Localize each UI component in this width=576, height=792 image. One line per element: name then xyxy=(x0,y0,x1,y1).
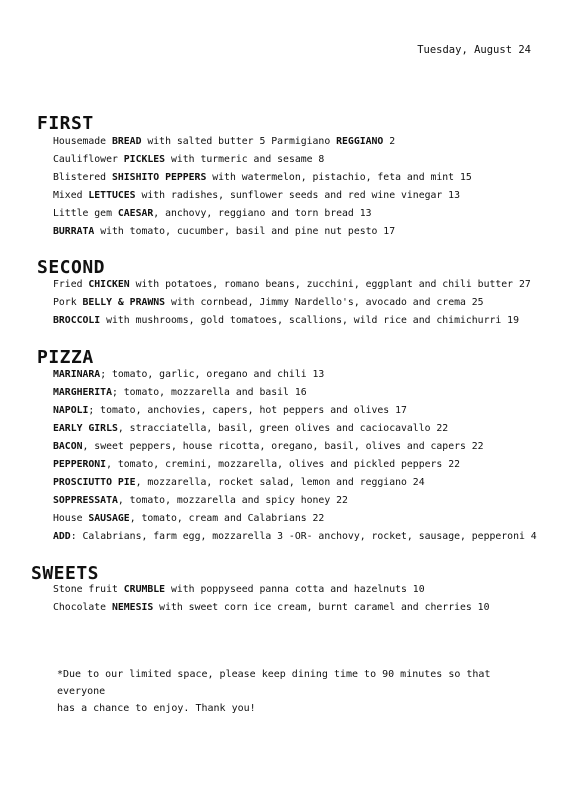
menu-item-text: House xyxy=(53,513,89,524)
menu-item-name: BROCCOLI xyxy=(53,315,101,326)
menu-item-text: , mozzarella, rocket salad, lemon and reggiano 24 xyxy=(135,477,425,488)
menu-item xyxy=(53,581,553,599)
menu-date: Tuesday, August 24 xyxy=(417,44,531,56)
menu-item xyxy=(53,312,553,330)
menu-item-name: ADD xyxy=(53,531,71,542)
menu-item-name: EARLY GIRLS xyxy=(53,423,118,434)
menu-item-text: with salted butter 5 Parmigiano xyxy=(141,136,337,147)
menu-item-text: with poppyseed panna cotta and hazelnuts 10 xyxy=(165,584,425,595)
menu-item xyxy=(53,599,553,617)
menu-item-text: with sweet corn ice cream, burnt caramel and cherries 10 xyxy=(153,602,490,613)
menu-item-name: PROSCIUTTO PIE xyxy=(53,477,136,488)
menu-item-text: , anchovy, reggiano and torn bread 13 xyxy=(153,208,372,219)
note-line: has a chance to enjoy. Thank you! xyxy=(57,703,256,714)
menu-item-name: MARINARA xyxy=(53,369,101,380)
menu-item-text: , stracciatella, basil, green olives and caciocavallo 22 xyxy=(117,423,449,434)
menu-item-name: BELLY & PRAWNS xyxy=(82,297,166,308)
menu-item xyxy=(53,420,553,438)
menu-item-name: BREAD xyxy=(111,136,142,147)
menu-item-name: SAUSAGE xyxy=(88,513,130,524)
menu-item-text: with mushrooms, gold tomatoes, scallions, wild rice and chimichurri 19 xyxy=(100,315,519,326)
menu-item xyxy=(53,169,553,187)
menu-item-name: NEMESIS xyxy=(111,602,154,613)
section-title: SWEETS xyxy=(31,563,100,584)
menu-item xyxy=(53,510,553,528)
note-line: *Due to our limited space, please keep dining time to 90 minutes so that everyone xyxy=(57,669,491,697)
menu-item-name: CRUMBLE xyxy=(123,584,166,595)
menu-item-text: Little gem xyxy=(53,208,118,219)
item-list xyxy=(53,133,553,241)
menu-item xyxy=(53,276,553,294)
menu-item-text: ; tomato, anchovies, capers, hot peppers and olives 17 xyxy=(88,405,407,416)
menu-item xyxy=(53,528,553,546)
menu-item xyxy=(53,402,553,420)
menu-item-text: with radishes, sunflower seeds and red wine vinegar 13 xyxy=(135,190,460,201)
menu-item-name: CAESAR xyxy=(117,208,154,219)
menu-item xyxy=(53,366,553,384)
menu-item-name: BURRATA xyxy=(53,226,95,237)
menu-item-text: ; tomato, garlic, oregano and chili 13 xyxy=(100,369,325,380)
menu-item-text: , tomato, cremini, mozzarella, olives and pickled peppers 22 xyxy=(106,459,460,470)
menu-item-name: SOPPRESSATA xyxy=(53,495,118,506)
menu-item-text: with watermelon, pistachio, feta and mint 15 xyxy=(206,172,472,183)
menu-item-text: with potatoes, romano beans, zucchini, eggplant and chili butter 27 xyxy=(129,279,531,290)
menu-item-text: Fried xyxy=(53,279,89,290)
menu-item xyxy=(53,474,553,492)
menu-item-name: BACON xyxy=(53,441,83,452)
menu-item xyxy=(53,456,553,474)
menu-item-text: 2 xyxy=(383,136,396,147)
section-title: PIZZA xyxy=(37,347,94,368)
menu-item-text: Housemade xyxy=(53,136,112,147)
section-title: FIRST xyxy=(37,113,94,134)
menu-item-name: MARGHERITA xyxy=(53,387,112,398)
menu-item-name: CHICKEN xyxy=(88,279,130,290)
menu-item-text: Pork xyxy=(53,297,83,308)
menu-item xyxy=(53,384,553,402)
menu-item xyxy=(53,294,553,312)
item-list xyxy=(53,366,553,546)
menu-item-name: REGGIANO xyxy=(336,136,384,147)
menu-item-text: Stone fruit xyxy=(53,584,124,595)
menu-item-name: SHISHITO PEPPERS xyxy=(111,172,207,183)
menu-item xyxy=(53,133,553,151)
menu-item xyxy=(53,223,553,241)
menu-item-text: : Calabrians, farm egg, mozzarella 3 -OR- anchovy, rocket, sausage, pepperoni 4 xyxy=(70,531,537,542)
menu-item-text: Blistered xyxy=(53,172,112,183)
menu-item-name: NAPOLI xyxy=(53,405,89,416)
item-list xyxy=(53,276,553,330)
menu-item xyxy=(53,187,553,205)
dining-time-note xyxy=(57,666,537,717)
menu-item-name: PEPPERONI xyxy=(53,459,107,470)
menu-item-text: , sweet peppers, house ricotta, oregano, basil, olives and capers 22 xyxy=(82,441,484,452)
menu-item xyxy=(53,205,553,223)
section-title: SECOND xyxy=(37,257,106,278)
menu-item-text: ; tomato, mozzarella and basil 16 xyxy=(111,387,307,398)
menu-item-name: LETTUCES xyxy=(88,190,136,201)
menu-item xyxy=(53,492,553,510)
menu-item-text: with tomato, cucumber, basil and pine nut pesto 17 xyxy=(94,226,396,237)
menu-item-text: , tomato, cream and Calabrians 22 xyxy=(129,513,325,524)
item-list xyxy=(53,581,553,617)
menu-item-text: Mixed xyxy=(53,190,89,201)
menu-item-text: with turmeric and sesame 8 xyxy=(165,154,325,165)
menu-item-text: Chocolate xyxy=(53,602,112,613)
menu-item-text: with cornbead, Jimmy Nardello's, avocado and crema 25 xyxy=(165,297,484,308)
menu-item xyxy=(53,438,553,456)
menu-item-text: Cauliflower xyxy=(53,154,124,165)
menu-item xyxy=(53,151,553,169)
menu-item-text: , tomato, mozzarella and spicy honey 22 xyxy=(117,495,348,506)
menu-item-name: PICKLES xyxy=(123,154,166,165)
